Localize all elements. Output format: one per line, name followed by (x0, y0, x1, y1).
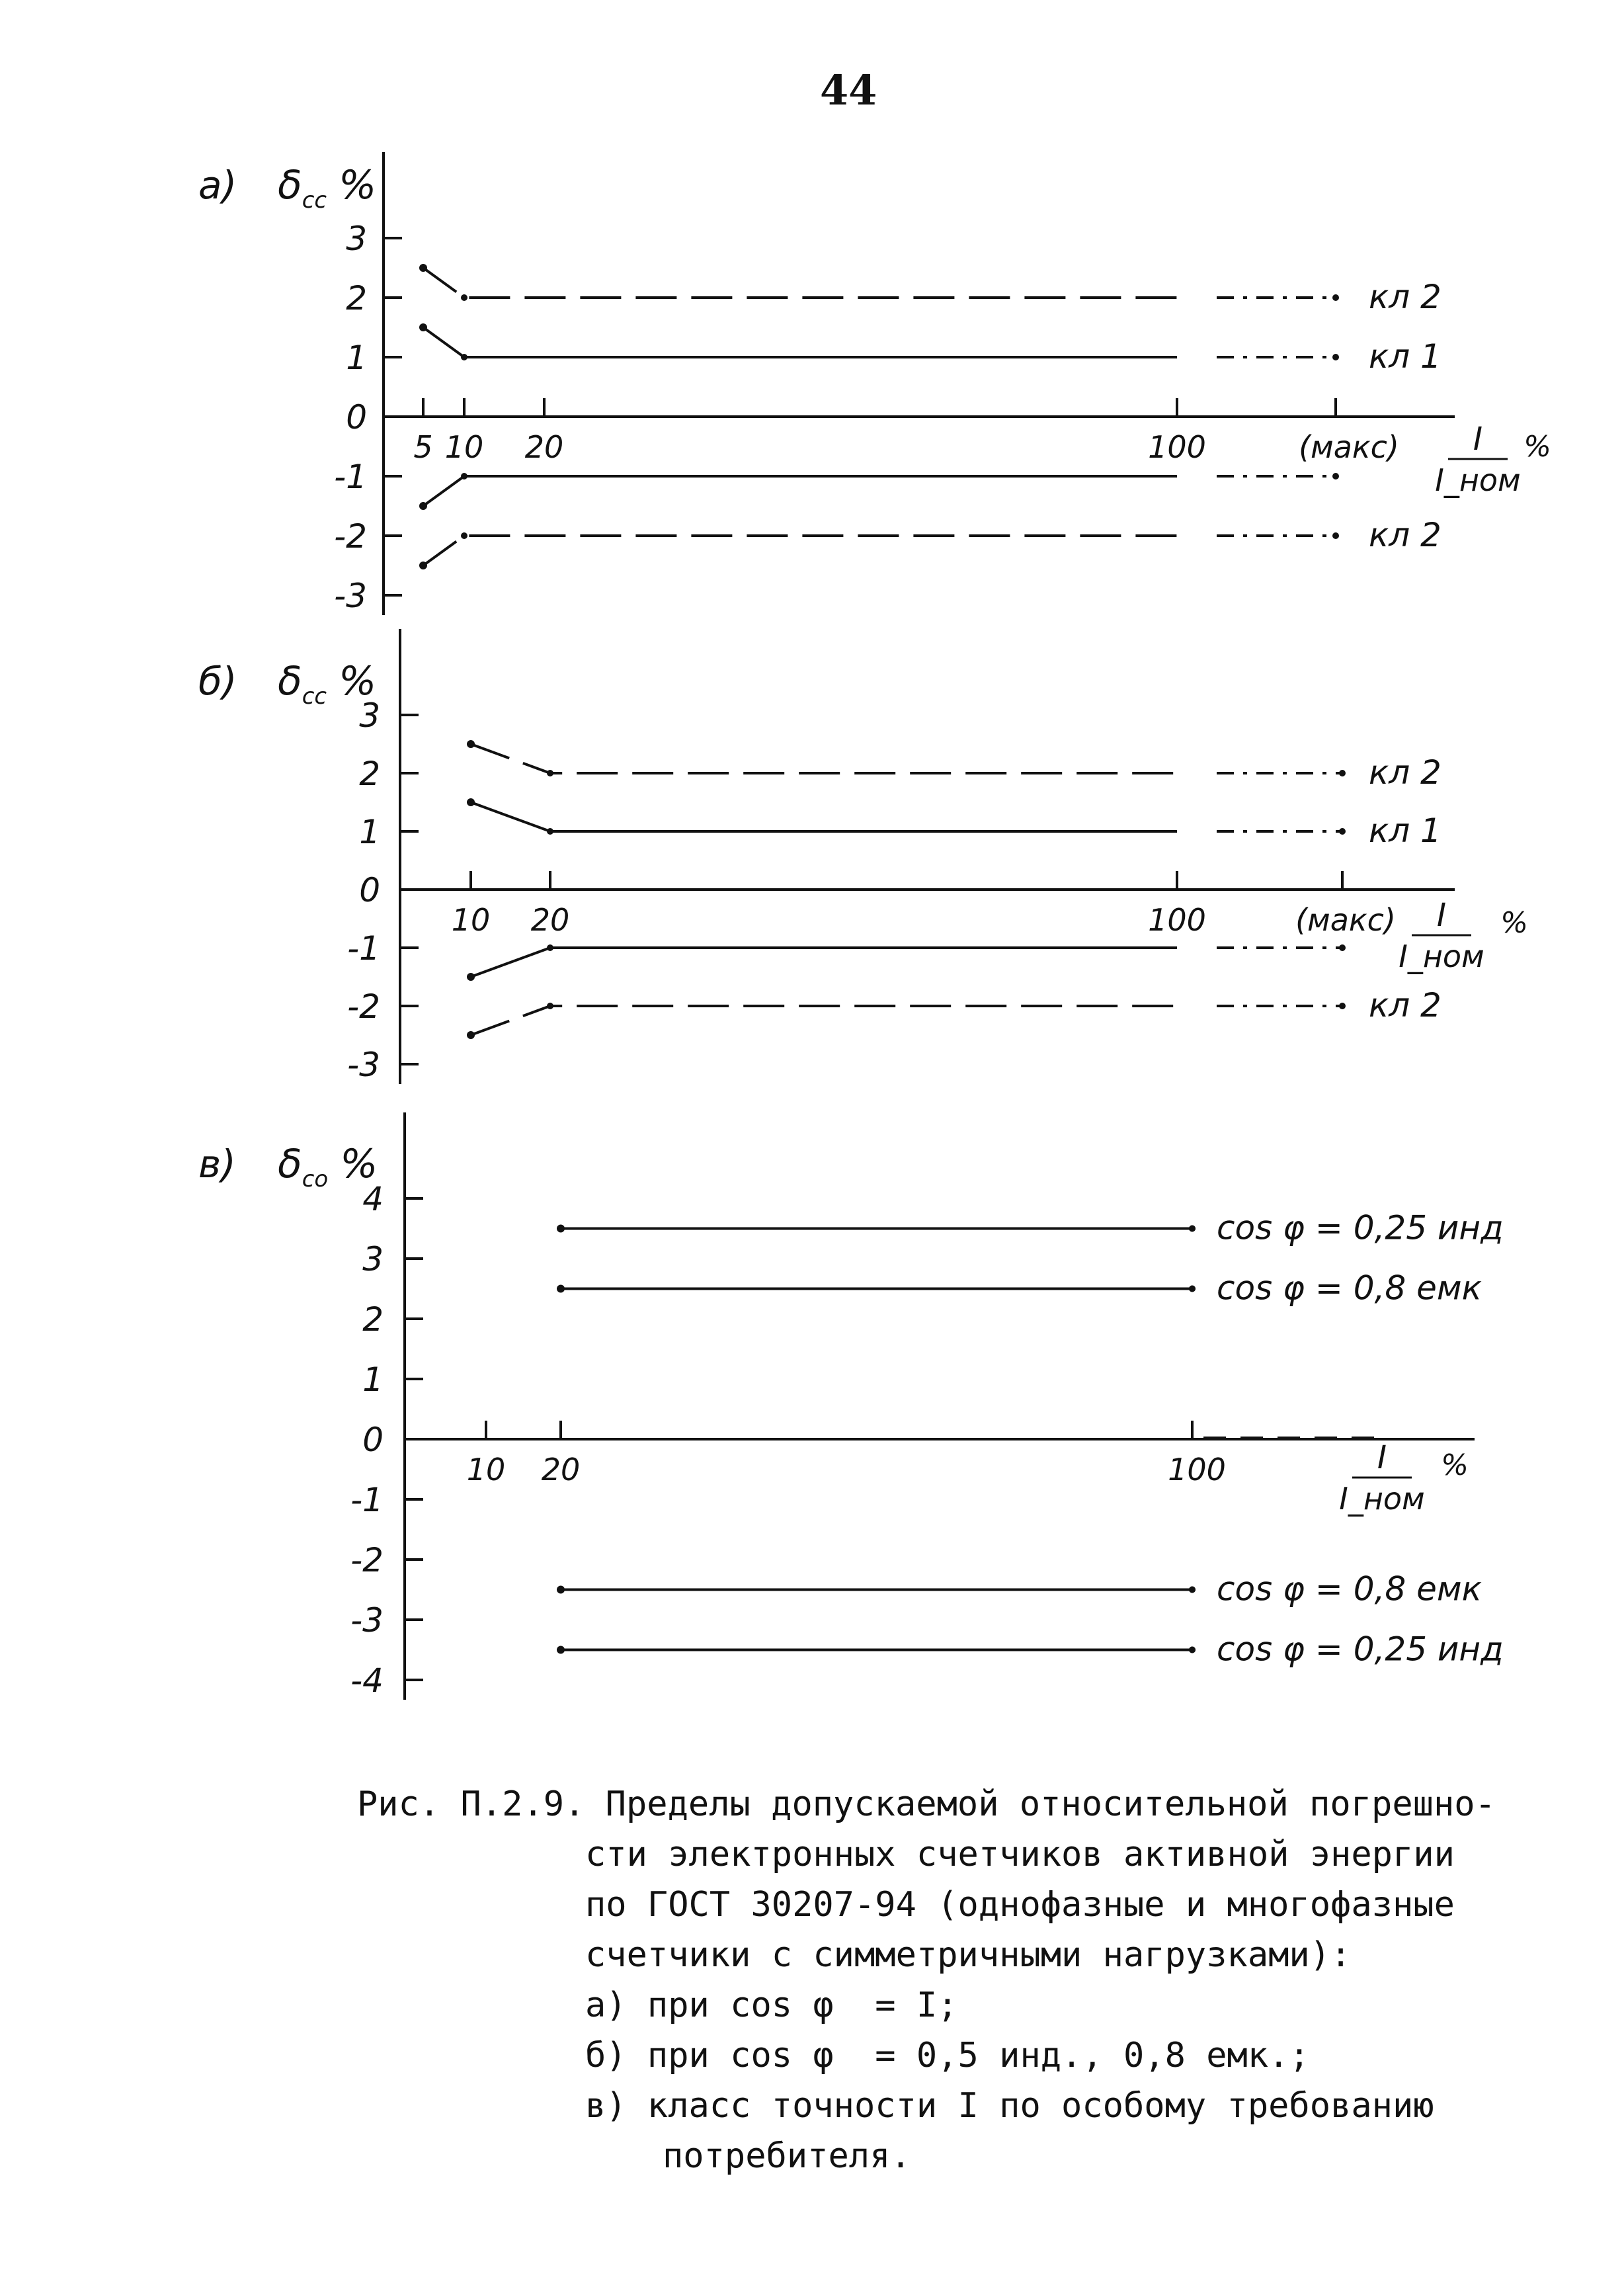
x-axis-label-den: I_ном (1399, 939, 1484, 974)
series-label: кл 1 (1369, 337, 1441, 376)
x-axis-unit: % (1523, 430, 1551, 464)
y-tick-label: 0 (346, 398, 367, 437)
data-point (467, 740, 475, 748)
data-point (557, 1586, 565, 1594)
data-point (557, 1285, 565, 1293)
data-point (1332, 354, 1339, 360)
data-point (419, 323, 427, 331)
panel-label: б) (198, 659, 237, 704)
panel-label: а) (198, 163, 237, 208)
data-point (1189, 1286, 1196, 1292)
y-tick-label: -2 (347, 987, 380, 1026)
chart-b (0, 635, 1624, 1098)
caption-line: по ГОСТ 30207-94 (однофазные и многофазные (585, 1885, 1455, 1925)
data-point (467, 973, 475, 981)
series-line (423, 268, 1177, 298)
y-tick-label: -1 (334, 458, 367, 496)
series-line (471, 948, 1177, 977)
data-point (461, 532, 467, 539)
series-line (471, 802, 1177, 831)
x-axis-unit: % (1441, 1448, 1469, 1482)
y-tick-label: 1 (346, 339, 367, 377)
y-axis-label: $\delta_{co}$ % (278, 1141, 378, 1192)
y-tick-label: 1 (362, 1360, 384, 1399)
data-point (419, 562, 427, 569)
x-tick-label: 20 (530, 902, 570, 938)
series-label: cos φ = 0,8 емк (1217, 1569, 1482, 1608)
y-tick-label: 3 (346, 220, 367, 258)
x-tick-label: 20 (524, 429, 564, 465)
data-point (461, 294, 467, 301)
x-tick-label: 10 (451, 902, 491, 938)
figure-caption (357, 1779, 1561, 2181)
series-label: cos φ = 0,8 емк (1217, 1269, 1482, 1308)
data-point (461, 473, 467, 480)
data-point (547, 1003, 553, 1009)
data-point (1189, 1647, 1196, 1653)
chart-a (0, 119, 1624, 622)
series-line (471, 744, 1177, 773)
y-tick-label: 2 (346, 279, 367, 317)
x-axis-label-num: I (1473, 421, 1483, 458)
caption-line: Рис. П.2.9. Пределы допускаемой относительной погрешно- (357, 1784, 1496, 1824)
panel-label: в) (198, 1142, 236, 1187)
y-axis-label: $\delta_{cc}$ % (278, 162, 377, 214)
data-point (1189, 1226, 1196, 1232)
y-tick-label: 3 (359, 696, 380, 735)
data-point (1332, 532, 1339, 539)
data-point (419, 502, 427, 510)
caption-item-c: в) класс точности I по особому требованию (585, 2086, 1434, 2126)
x-tick-label: 10 (466, 1452, 506, 1487)
caption-item-b: б) при cos φ = 0,5 инд., 0,8 емк.; (585, 2036, 1310, 2075)
y-tick-label: -1 (350, 1481, 384, 1519)
x-axis-label-num: I (1436, 897, 1447, 934)
data-point (1339, 828, 1346, 835)
x-axis-unit: % (1500, 906, 1528, 940)
y-tick-label: 4 (362, 1180, 384, 1218)
y-tick-label: 2 (362, 1300, 384, 1339)
x-tick-label: 100 (1168, 1452, 1226, 1487)
series-label: кл 2 (1369, 986, 1441, 1024)
x-tick-label: 100 (1148, 429, 1206, 465)
y-tick-label: 2 (359, 755, 380, 793)
data-point (1339, 944, 1346, 951)
data-point (467, 1031, 475, 1039)
data-point (461, 354, 467, 360)
series-label: кл 2 (1369, 278, 1441, 316)
caption-line: сти электронных счетчиков активной энергии (585, 1835, 1455, 1874)
data-point (419, 264, 427, 272)
series-label: кл 2 (1369, 753, 1441, 792)
x-axis-label-den: I_ном (1339, 1481, 1425, 1517)
series-label: кл 1 (1369, 812, 1441, 850)
x-tick-label: 100 (1148, 902, 1206, 938)
y-tick-label: 0 (359, 871, 380, 909)
data-point (1189, 1587, 1196, 1593)
x-tick-label: 10 (444, 429, 484, 465)
y-tick-label: 0 (362, 1421, 384, 1459)
series-line (423, 536, 1177, 565)
data-point (1332, 294, 1339, 301)
data-point (557, 1225, 565, 1233)
data-point (1339, 770, 1346, 776)
y-tick-label: -3 (350, 1601, 384, 1640)
y-tick-label: 3 (362, 1240, 384, 1278)
page-number: 44 (820, 66, 877, 114)
series-label: cos φ = 0,25 инд (1217, 1208, 1504, 1247)
data-point (1339, 1003, 1346, 1009)
series-label: cos φ = 0,25 инд (1217, 1630, 1504, 1669)
y-tick-label: -3 (347, 1046, 380, 1084)
x-tick-label: (макс) (1295, 902, 1396, 938)
y-tick-label: 1 (359, 813, 380, 851)
y-tick-label: -1 (347, 929, 380, 968)
y-tick-label: -3 (334, 577, 367, 615)
x-tick-label: 20 (541, 1452, 581, 1487)
data-point (467, 798, 475, 806)
caption-item-c-cont: потребителя. (663, 2136, 911, 2176)
x-axis-label-num: I (1377, 1439, 1387, 1476)
series-line (471, 1006, 1177, 1035)
data-point (547, 828, 553, 835)
data-point (547, 944, 553, 951)
y-tick-label: -2 (334, 517, 367, 556)
series-label: кл 2 (1369, 516, 1441, 554)
caption-line: счетчики с симметричными нагрузками): (585, 1935, 1352, 1975)
series-line (423, 327, 1177, 357)
data-point (1332, 473, 1339, 480)
x-tick-label: (макс) (1299, 429, 1399, 465)
y-tick-label: -2 (350, 1541, 384, 1579)
x-tick-label: 5 (413, 429, 433, 465)
data-point (557, 1646, 565, 1654)
chart-c (0, 1111, 1624, 1720)
caption-item-a: а) при cos φ = I; (585, 1985, 958, 2025)
y-tick-label: -4 (350, 1661, 384, 1700)
series-line (423, 476, 1177, 506)
data-point (547, 770, 553, 776)
y-axis-label: $\delta_{cc}$ % (278, 658, 377, 710)
x-axis-label-den: I_ном (1435, 462, 1521, 498)
